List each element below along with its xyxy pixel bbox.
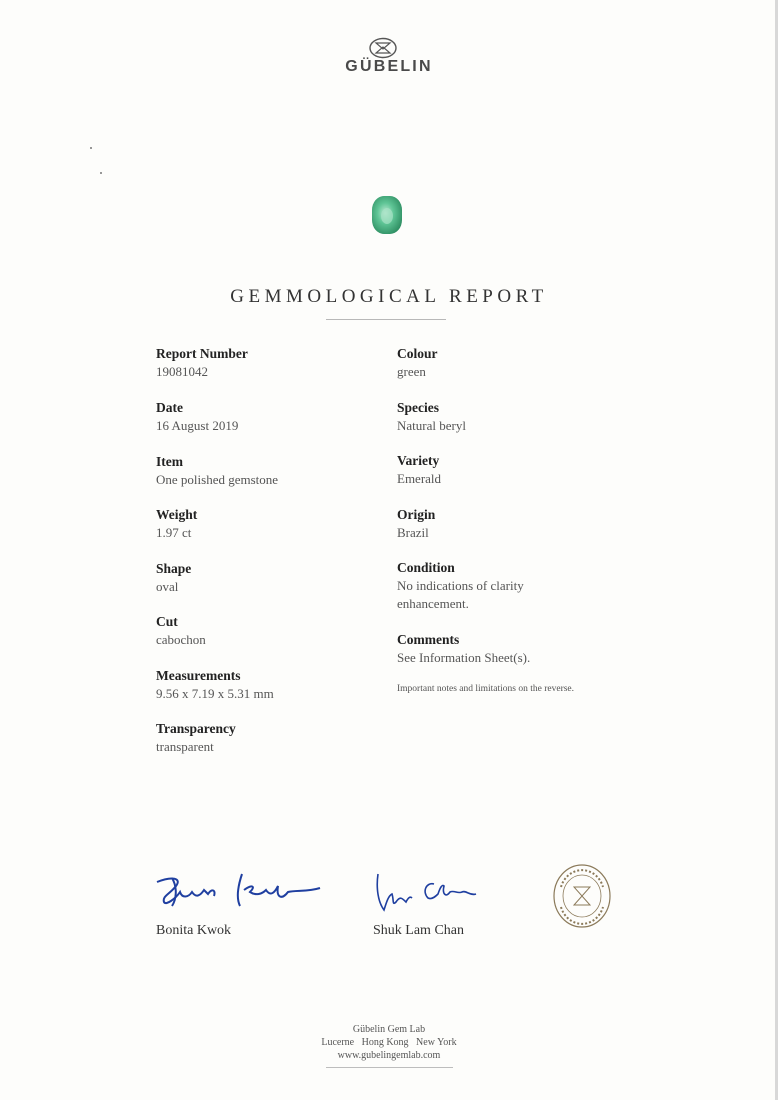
field-value: One polished gemstone: [156, 472, 279, 487]
signature-bonita-kwok: [152, 868, 327, 912]
field-value: 16 August 2019: [156, 418, 239, 433]
footer-divider: [326, 1067, 453, 1068]
field-value: No indications of clarity: [397, 578, 524, 593]
field-label: Cut: [156, 614, 178, 629]
brand-wordmark: GÜBELIN: [345, 58, 433, 75]
field-label: Comments: [397, 632, 460, 647]
report-title: GEMMOLOGICAL REPORT: [230, 286, 548, 307]
field-comments: [397, 631, 530, 667]
field-value-continued: enhancement.: [397, 596, 469, 611]
field-origin: [397, 506, 435, 542]
field-item: [156, 453, 278, 489]
field-label: Date: [156, 400, 183, 415]
field-value: cabochon: [156, 632, 206, 647]
paper-speck: [90, 147, 92, 149]
field-value: oval: [156, 579, 179, 594]
field-value: green: [397, 364, 426, 379]
field-variety: [397, 452, 441, 488]
paper-speck: [100, 172, 102, 174]
reverse-note: Important notes and limitations on the reverse.: [397, 684, 575, 694]
gemstone-image: [370, 194, 404, 236]
field-label: Report Number: [156, 346, 248, 361]
lab-cities: Lucerne Hong Kong New York: [321, 1037, 457, 1048]
field-value: See Information Sheet(s).: [397, 650, 531, 665]
field-value: Natural beryl: [397, 418, 466, 433]
signatory-name: Shuk Lam Chan: [373, 923, 464, 938]
field-label: Condition: [397, 560, 455, 575]
field-colour: [397, 345, 438, 381]
field-species: [397, 399, 466, 435]
field-measurements: [156, 667, 274, 703]
gubelin-logo-icon: [368, 37, 398, 59]
field-weight: [156, 506, 197, 542]
field-label: Variety: [397, 453, 440, 468]
field-label: Shape: [156, 561, 192, 576]
field-label: Colour: [397, 346, 438, 361]
field-transparency: [156, 720, 236, 756]
field-label: Transparency: [156, 721, 236, 736]
signature-shuk-lam-chan: [372, 868, 482, 916]
lab-footer: [0, 1023, 778, 1062]
field-condition: [397, 559, 524, 613]
field-label: Weight: [156, 507, 198, 522]
title-divider: [326, 319, 446, 320]
field-cut: [156, 613, 206, 649]
field-value: Brazil: [397, 525, 429, 540]
field-date: [156, 399, 238, 435]
field-value: 1.97 ct: [156, 525, 192, 540]
field-label: Measurements: [156, 668, 241, 683]
field-value: transparent: [156, 739, 214, 754]
field-value: Emerald: [397, 471, 442, 486]
signatory-name: Bonita Kwok: [156, 923, 232, 938]
lab-name: Gübelin Gem Lab: [352, 1024, 426, 1035]
field-label: Item: [156, 454, 183, 469]
field-label: Species: [397, 400, 439, 415]
field-label: Origin: [397, 507, 436, 522]
lab-website: www.gubelingemlab.com: [337, 1050, 441, 1061]
gem-lab-seal-icon: [552, 863, 612, 929]
field-value: 9.56 x 7.19 x 5.31 mm: [156, 686, 274, 701]
field-shape: [156, 560, 191, 596]
field-value: 19081042: [156, 364, 208, 379]
field-report-number: [156, 345, 248, 381]
